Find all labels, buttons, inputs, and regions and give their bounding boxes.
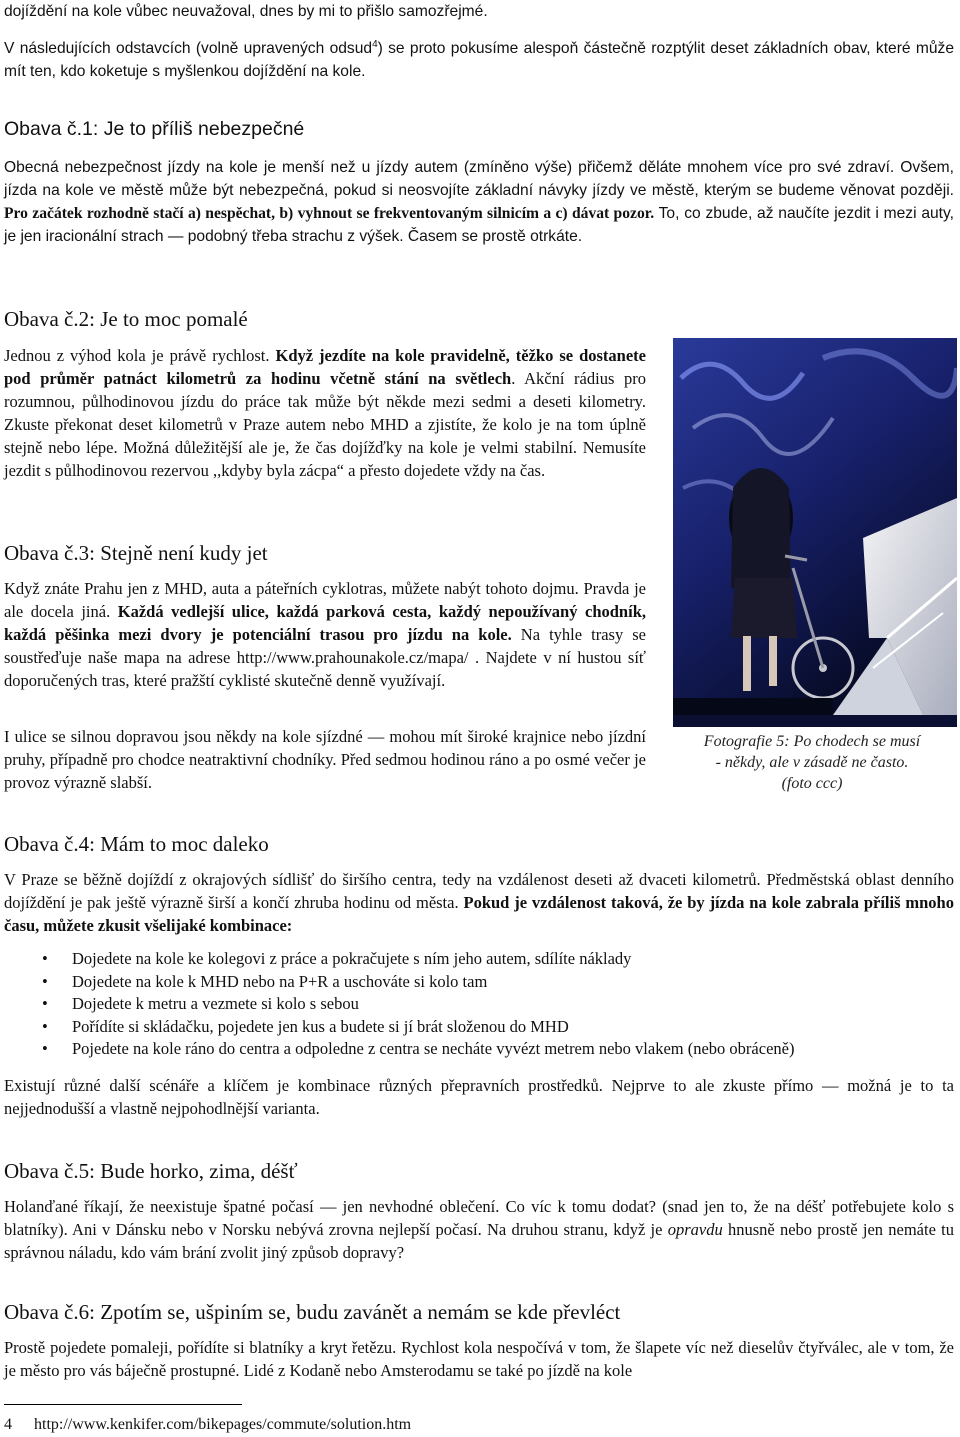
- list-item: • Pojedete na kole ráno do centra a odpoledne z centra se necháte vyvézt metrem nebo vlakem (nebo obráceně): [4, 1038, 954, 1061]
- s1-text-2: To, co zbude, až naučíte jezdit i mezi auty, je jen iracionální strach — podobný třeba strachu z výšek. Časem se prostě otrkáte.: [4, 205, 954, 245]
- paragraph-obava-3: [4, 577, 646, 692]
- intro-line: dojíždění na kole vůbec neuvažoval, dnes by mi to přišlo samozřejmé.: [4, 3, 488, 20]
- paragraph-obava-4b: Existují různé další scénáře a klíčem je kombinace různých přepravních prostředků. Nejprve to ale zkuste přímo — možná je to ta nejjednodušší a vlastně nejpohodlnější varianta.: [4, 1076, 954, 1118]
- photo-main-svg: [673, 715, 957, 727]
- heading-obava-1: Obava č.1: Je to příliš nebezpečné: [4, 118, 305, 140]
- combination-list: [4, 948, 954, 1061]
- heading-obava-5: Obava č.5: Bude horko, zima, déšť: [4, 1159, 298, 1183]
- photo-large: [673, 338, 957, 715]
- footnote-divider: [4, 1404, 242, 1405]
- caption-line-3: (foto ccc): [781, 775, 843, 792]
- s5-italic: opravdu: [667, 1220, 723, 1239]
- s3-bold: Každá vedlejší ulice, každá parková cesta, každý nepoužívaný chodník, každá pěšinka mezi dvory je potenciální trasou pro jízdu na kole.: [4, 602, 646, 644]
- intro-text-b: ) se proto pokusíme alespoň částečně rozptýlit deset základních obav, které může mít ten, kdo koketuje s myšlenkou dojíždění na kole.: [4, 40, 955, 80]
- paragraph-obava-1: [4, 156, 954, 248]
- footnote-number: 4: [4, 1416, 12, 1433]
- footnote: [4, 1413, 411, 1436]
- figure-caption: [673, 731, 951, 794]
- list-item: • Dojedete k metru a vezmete si kolo s sebou: [4, 993, 954, 1016]
- s5-text-2: hnusně nebo prostě jen nemáte tu správnou náladu, kdo vám brání zvolit jiný způsob dopravy?: [4, 1220, 954, 1262]
- list-item: • Dojedete na kole ke kolegovi z práce a pokračujete s ním jeho autem, sdílíte náklady: [4, 948, 954, 971]
- footnote-url: http://www.kenkifer.com/bikepages/commute/solution.htm: [34, 1416, 412, 1433]
- intro-text-a: V následujících odstavcích (volně upravených odsud: [4, 40, 373, 57]
- s4-bold: Pokud je vzdálenost taková, že by jízda na kole zabrala příliš mnoho času, můžete zkusit všelijaké kombinace:: [4, 893, 954, 935]
- list-item: • Pořídíte si skládačku, pojedete jen kus a budete si jí brát složenou do MHD: [4, 1016, 954, 1039]
- caption-line-2: - někdy, ale v zásadě ne často.: [715, 754, 909, 771]
- footnote-ref: 4: [372, 38, 378, 50]
- s1-text-1: Obecná nebezpečnost jízdy na kole je menší než u jízdy autem (zmíněno výše) přičemž děláte mnohem více pro své zdraví. Ovšem, jízda na kole ve městě může být nebezpečná, pokud si neosvojíte základní návyky jízdy ve městě, kterým se budeme věnovat později.: [4, 159, 954, 199]
- caption-line-1: Fotografie 5: Po chodech se musí: [703, 733, 921, 750]
- s2-bold: Když jezdíte na kole pravidelně, těžko se dostanete pod průměr patnáct kilometrů za hodinu včetně stání na světlech: [4, 346, 646, 388]
- s3-text-1: Když znáte Prahu jen z MHD, auta a páteřních cyklotras, můžete nabýt tohoto dojmu. Pravda je ale docela jiná.: [4, 579, 646, 621]
- s3-text-2: Na tyhle trasy se soustřeďuje naše mapa na adrese http://www.prahounakole.cz/mapa/ . Najdete v ní hustou síť doporučených tras, které pražští cyklisté skutečně denně využívají.: [4, 625, 646, 690]
- paragraph-obava-5: [4, 1195, 954, 1264]
- intro-paragraph: [4, 37, 954, 83]
- paragraph-obava-3b: I ulice se silnou dopravou jsou někdy na kole sjízdné — mohou mít široké krajnice nebo jízdní pruhy, případně pro chodce neatraktivní chodníky. Před sedmou hodinou ráno a po osmé večer je provoz výrazně slabší.: [4, 727, 646, 792]
- s1-bold: Pro začátek rozhodně stačí a) nespěchat, b) vyhnout se frekventovaným silnicím a c) dávat pozor.: [4, 205, 655, 222]
- paragraph-obava-4: [4, 868, 954, 937]
- s5-text-1: Holanďané říkají, že neexistuje špatné počasí — jen nevhodné oblečení. Co víc k tomu dodat? (snad jen to, že na déšť potřebujete kolo s blatníky). Ani v Dánsku nebo v Norsku nebývá zrovna nejlepší počasí. Na druhou stranu, když je: [4, 1197, 954, 1239]
- heading-obava-6: Obava č.6: Zpotím se, ušpiním se, budu zavánět a nemám se kde převléct: [4, 1300, 621, 1324]
- paragraph-obava-2: [4, 344, 646, 482]
- heading-obava-4: Obava č.4: Mám to moc daleko: [4, 832, 269, 856]
- heading-obava-2: Obava č.2: Je to moc pomalé: [4, 307, 248, 331]
- s2-text-2: . Akční rádius pro rozumnou, půlhodinovou jízdu do práce tak může být někde mezi sedmi a deseti kilometry. Zkuste překonat deset kilometrů v Praze autem nebo MHD a zjistíte, že kolo je na tom úplně stejně nebo lépe. Možná důležitější ale je, že čas dojížďky na kole je velmi stabilní. Nemusíte jezdit s půlhodinovou rezervou ,,kdyby byla zácpa“ a přesto dojedete vždy na čas.: [4, 369, 646, 480]
- list-item: • Dojedete na kole k MHD nebo na P+R a uschováte si kolo tam: [4, 971, 954, 994]
- paragraph-obava-6: Prostě pojedete pomaleji, pořídíte si blatníky a kryt řetězu. Rychlost kola nespočívá v tom, že šlapete víc než dieselův čtyřválec, ale v tom, že je město pro vás báječně prostupné. Lidé z Kodaně nebo Amsterodamu se také po jízdě na kole: [4, 1338, 954, 1380]
- heading-obava-3: Obava č.3: Stejně není kudy jet: [4, 541, 268, 565]
- s4-text-1: V Praze se běžně dojíždí z okrajových sídlišť do širšího centra, tedy na vzdálenost deseti až dvaceti kilometrů. Předměstská oblast denního dojíždění je pak ještě výrazně širší a končí zhruba hodinu od města.: [4, 870, 954, 912]
- s2-text-1: Jednou z výhod kola je právě rychlost.: [4, 346, 276, 365]
